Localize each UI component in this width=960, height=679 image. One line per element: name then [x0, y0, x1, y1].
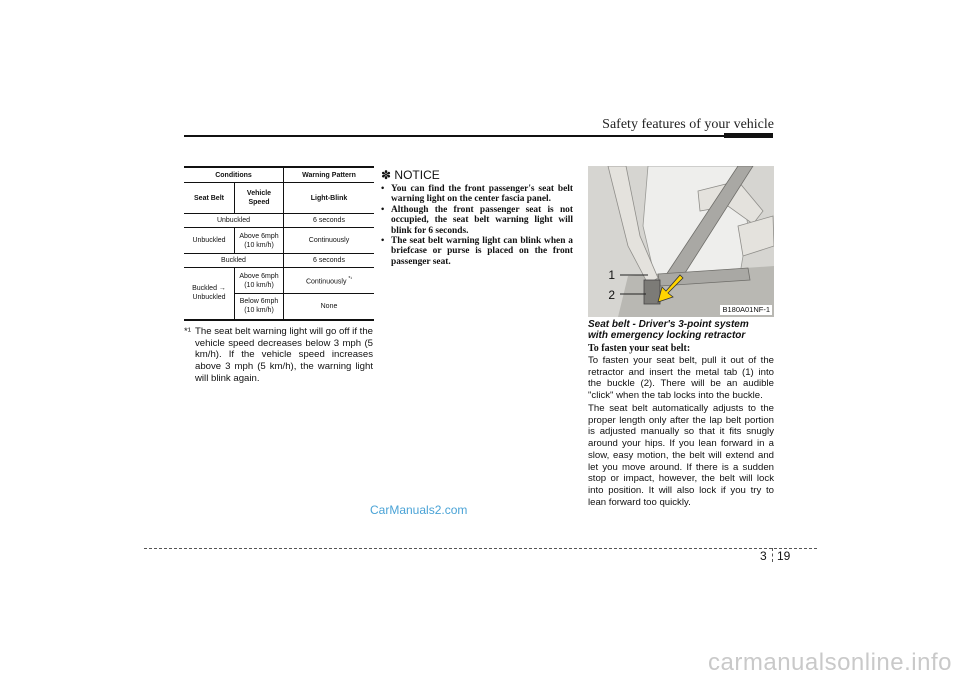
- table-cell: Continuously $^{*^1}$: [284, 268, 375, 294]
- table-cell: 6 seconds: [284, 254, 375, 268]
- header-conditions: Conditions: [184, 167, 284, 183]
- table-cell: Unbuckled: [184, 214, 284, 228]
- table-cell: Below 6mph (10 km/h): [235, 294, 284, 320]
- list-item: • The seat belt warning light can blink when a briefcase or purse is placed on the front passenger seat.: [381, 236, 573, 267]
- title-rule-accent: [724, 133, 773, 138]
- footer-rule: [144, 548, 817, 549]
- table-cell: None: [284, 294, 375, 320]
- header-vehicle-speed: Vehicle Speed: [235, 183, 284, 214]
- table-cell: Unbuckled: [184, 228, 235, 254]
- section-subheading: To fasten your seat belt:: [588, 343, 691, 354]
- notice-heading: [381, 168, 573, 182]
- footnote-mark: *¹: [184, 326, 191, 337]
- notice-box: [381, 168, 573, 267]
- notice-star-icon: ✽: [381, 168, 392, 182]
- callout-2: 2: [608, 288, 615, 302]
- seat-belt-illustration: [588, 166, 774, 317]
- seat-belt-drawing: [588, 166, 774, 317]
- header-seat-belt: Seat Belt: [184, 183, 235, 214]
- callout-1: 1: [608, 268, 615, 282]
- watermark-link[interactable]: CarManuals2.com: [370, 503, 468, 517]
- page-separator: [772, 548, 773, 562]
- site-watermark: carmanualsonline.info: [708, 649, 952, 676]
- table-cell: Buckled: [184, 254, 284, 268]
- table-cell: Above 6mph (10 km/h): [235, 228, 284, 254]
- list-item: • Although the front passenger seat is not occupied, the seat belt warning light will blink for 6 seconds.: [381, 204, 573, 236]
- table-cell: Continuously: [284, 228, 375, 254]
- paragraph: The seat belt automatically adjusts to the proper length only after the lap belt portion is adjusted manually so that it fits snugly around your hips. If you lean forward in a slow, easy motion, the belt will extend and let you move around. If there is a sudden stop or impact, however, the belt will lock into position. It will also lock if you try to lean forward too quickly.: [588, 403, 774, 508]
- notice-list: [381, 184, 573, 267]
- paragraph: To fasten your seat belt, pull it out of the retractor and insert the metal tab (1) into the buckle (2). There will be an audible "click" when the tab locks into the buckle.: [588, 355, 774, 402]
- page-number: 19: [777, 549, 791, 563]
- header-warning-pattern: Warning Pattern: [284, 167, 375, 183]
- page-chapter: 3: [760, 549, 767, 563]
- notice-title: NOTICE: [394, 168, 440, 182]
- header-light-blink: Light-Blink: [284, 183, 375, 214]
- footnote-text: The seat belt warning light will go off if the vehicle speed decreases below 3 mph (5 km/h). If the vehicle speed increases above 3 mph (5 km/h), the warning light will blink again.: [195, 326, 373, 384]
- footnote: [184, 326, 373, 385]
- section-heading: Seat belt - Driver's 3-point system with emergency locking retractor: [588, 319, 749, 341]
- table-cell: Buckled → Unbuckled: [184, 268, 235, 320]
- title-rule: [184, 135, 773, 137]
- list-item: • You can find the front passenger's seat belt warning light on the center fascia panel.: [381, 184, 573, 205]
- section-title: Safety features of your vehicle: [602, 117, 774, 132]
- warning-pattern-table: [184, 166, 374, 321]
- table-cell: 6 seconds: [284, 214, 375, 228]
- figure-code: B180A01NF-1: [722, 305, 770, 314]
- table-cell: Above 6mph (10 km/h): [235, 268, 284, 294]
